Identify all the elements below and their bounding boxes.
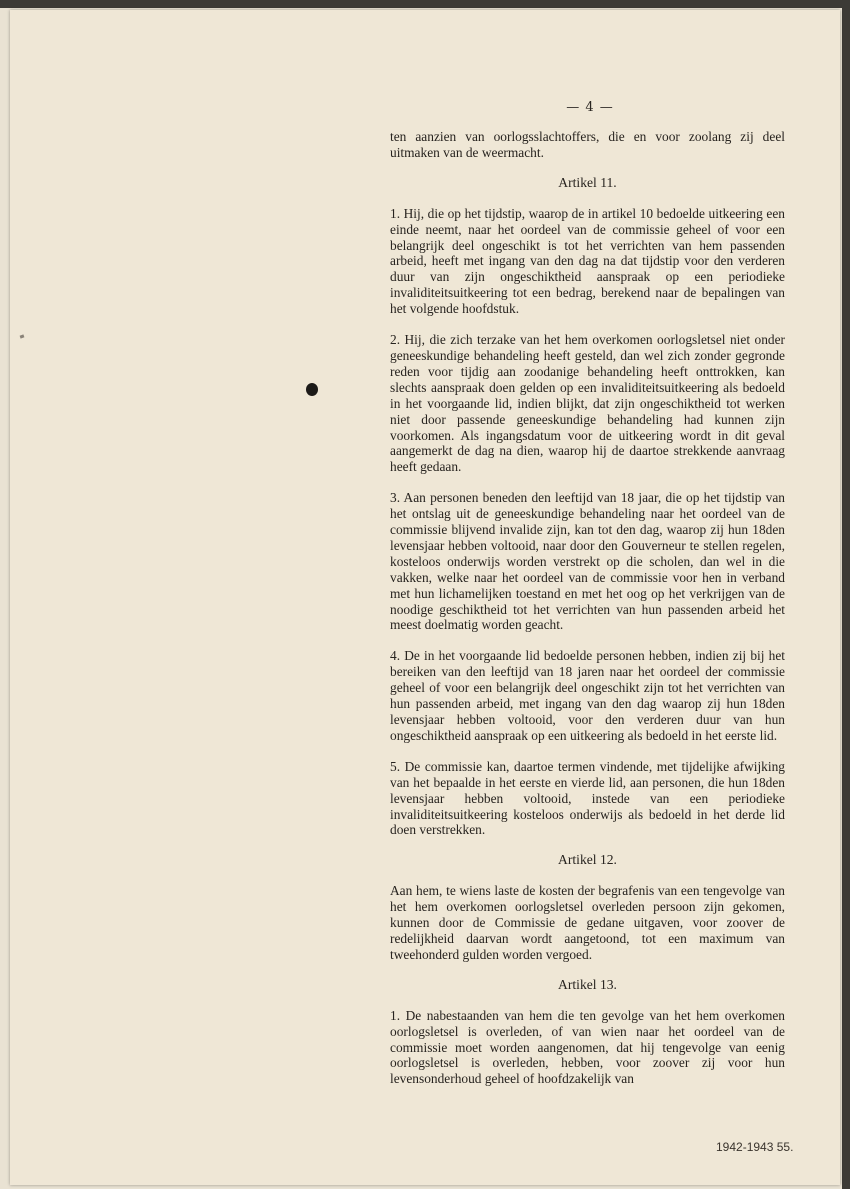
article-11-para-2: 2. Hij, die zich terzake van het hem overkomen oorlogsletsel niet onder geneeskundige behandeling heeft gesteld, dan wel zich zonder gegronde reden voor tijdig aan zoodanige behandeling heeft onttrokken, kan slechts aanspraak doen gelden op een invaliditeitsuitkeering als bedoeld in het voorgaande lid, indien blijkt, dat zijn ongeschiktheid tot werken niet door passende geneeskundige behandeling had kunnen zijn voorkomen. Als ingangsdatum voor de uitkeering wordt in dit geval aangemerkt de dag na dien, waarop hij de daartoe strekkende aanvraag heeft gedaan. [390,332,785,475]
punch-hole [306,383,318,396]
article-11-para-5: 5. De commissie kan, daartoe termen vindende, met tijdelijke afwijking van het bepaalde in het eerste en vierde lid, aan personen, die hun 18den levensjaar hebben voltooid, instede van een periodieke invaliditeitsuitkeering kosteloos onderwijs als bedoeld in het derde lid doen verstrekken. [390,758,785,838]
article-13-para-1: 1. De nabestaanden van hem die ten gevolge van het hem overkomen oorlogsletsel is overleden, of van wien naar het oordeel van de commissie moet worden aangenomen, dat hij tengevolge van eenig oorlogsletsel is overleden, hebben, voor zoover zij voor hun levensonderhoud geheel of hoofdzakelijk van [390,1007,785,1087]
article-12-para-1: Aan hem, te wiens laste de kosten der begrafenis van een tengevolge van het hem overkomen oorlogsletsel overleden persoon zijn gekomen, kunnen door de Commissie de gedane uitgaven, voor zoover de redelijkheid daarvan wordt aangetoond, tot een maximum van tweehonderd gulden worden vergoed. [390,883,785,962]
article-13-heading: Artikel 13. [558,976,617,992]
intro-paragraph: ten aanzien van oorlogsslachtoffers, die en voor zoolang zij deel uitmaken van de weermacht. [390,129,785,160]
scan-top-edge [0,0,850,8]
footer-stamp: 1942-1943 55. [716,1140,794,1154]
text-column [390,129,785,1087]
page-number: — 4 — [566,100,614,115]
article-11-para-4: 4. De in het voorgaande lid bedoelde personen hebben, indien zij bij het bereiken van den leeftijd van 18 jaren naar het oordeel der commissie geheel of voor een belangrijk deel ongeschikt zijn tot het verrichten van hun passenden arbeid, met ingang van den dag waarop zij hun 18den levensjaar hebben voltooid, voor den verderen duur van hun ongeschiktheid aanspraak op een uitkeering als bedoeld in het eerste lid. [390,648,785,743]
article-12-heading: Artikel 12. [558,852,617,868]
article-11-para-1: 1. Hij, die op het tijdstip, waarop de in artikel 10 bedoelde uitkeering een einde neemt, naar het oordeel van de commissie geheel of voor een belangrijk deel ongeschikt is tot het verrichten van hem passenden arbeid, heeft met ingang van den dag na dat tijdstip voor den verderen duur van zijn ongeschiktheid aanspraak op een periodieke invaliditeitsuitkeering tot een bedrag, berekend naar de bepalingen van het volgende hoofdstuk. [390,205,785,317]
scan-right-edge [842,0,850,1189]
article-11-para-3: 3. Aan personen beneden den leeftijd van 18 jaar, die op het tijdstip van het ontslag uit de geneeskundige behandeling naar het oordeel van de commissie blijvend invalide zijn, kan tot den dag, waarop zij hun 18den levensjaar hebben voltooid, naar door den Gouverneur te stellen regelen, kosteloos onderwijs worden verstrekt op die scholen, dan wel in die vakken, welke naar het oordeel van de commissie voor hen in verband met hun lichamelijken toestand en met het oog op het verkrijgen van de noodige geschiktheid tot het verrichten van hun passenden arbeid het meest doelmatig worden geacht. [390,490,785,633]
article-11-heading: Artikel 11. [558,174,617,190]
